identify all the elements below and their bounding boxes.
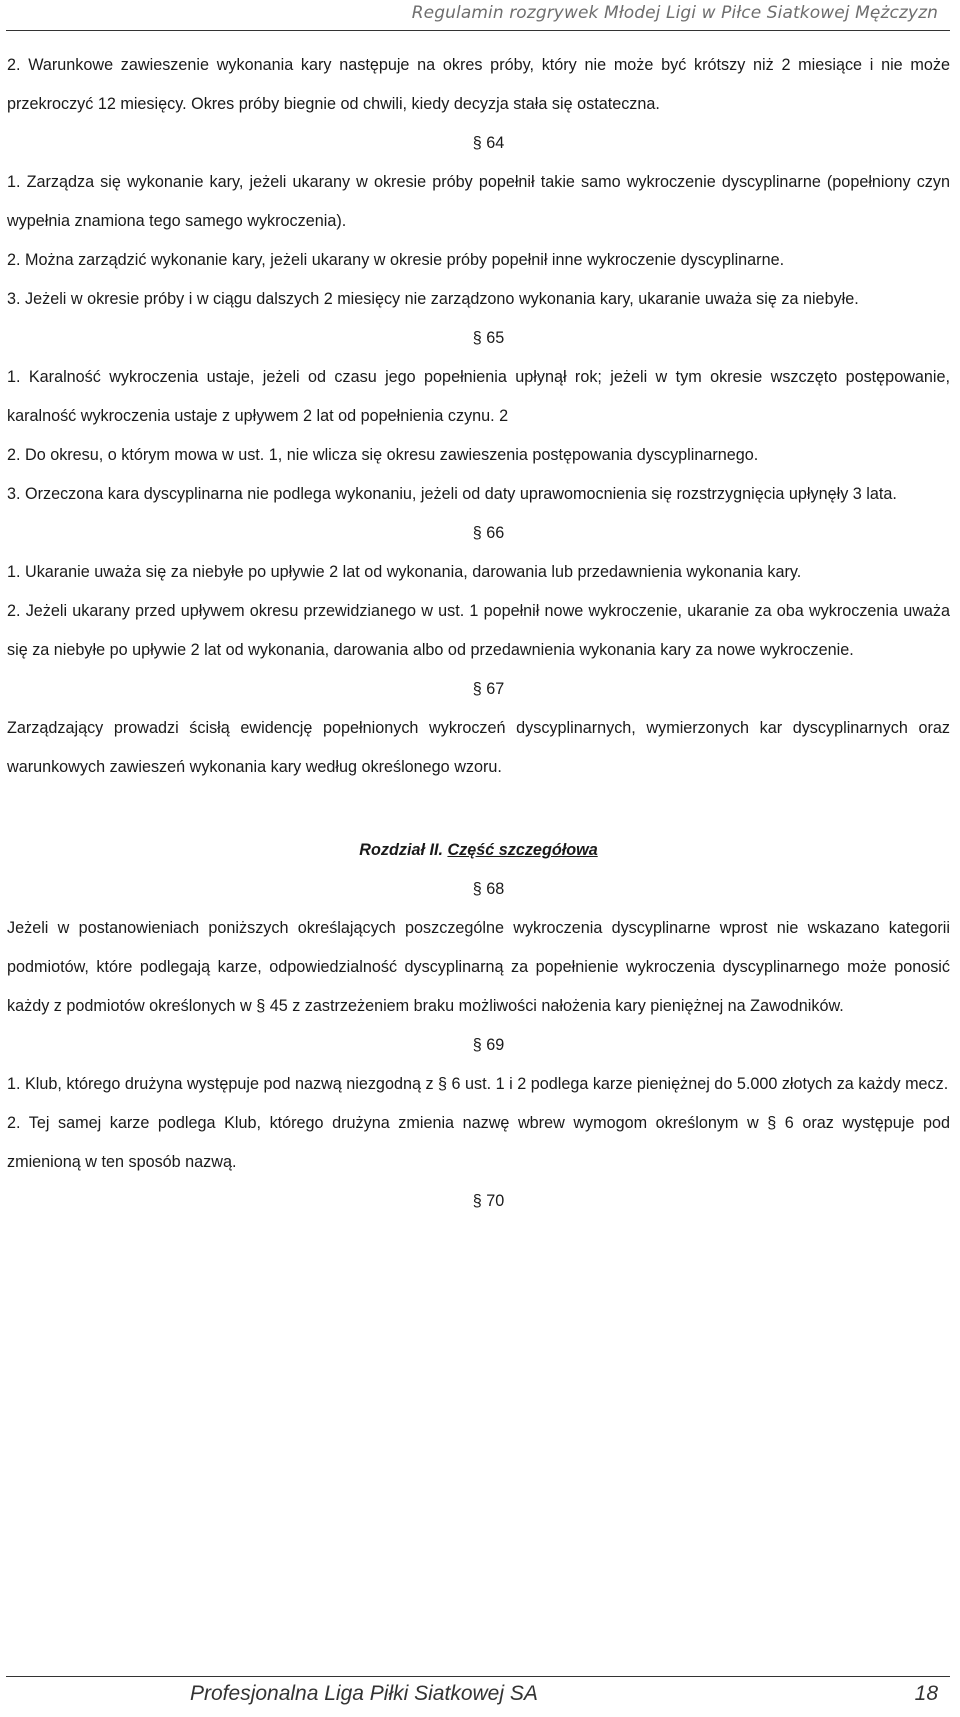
- page-number: 18: [914, 1682, 938, 1705]
- paragraph: 2. Do okresu, o którym mowa w ust. 1, nie wlicza się okresu zawieszenia postępowania dyscyplinarnego.: [7, 446, 759, 464]
- footer-divider-right: [374, 1676, 950, 1677]
- paragraph: Jeżeli w postanowieniach poniższych określających poszczególne wykroczenia dyscyplinarne wprost nie wskazano kategorii podmiotów, które podlegają karze, odpowiedzialność dyscyplinarną za popełnienie wykroczenia dyscyplinarnego może ponosić każdy z podmiotów określonych w § 45 z zastrzeżeniem braku możliwości nałożenia kary pieniężnej na Zawodników.: [7, 919, 950, 1015]
- paragraph: 2. Tej samej karze podlega Klub, którego drużyna zmienia nazwę wbrew wymogom określonym w § 6 oraz występuje pod zmienioną w ten sposób nazwą.: [7, 1114, 950, 1171]
- paragraph: 2. Jeżeli ukarany przed upływem okresu przewidzianego w ust. 1 popełnił nowe wykroczenie, ukaranie za oba wykroczenia uważa się za niebyłe po upływie 2 lat od wykonania, darowania albo od przedawnienia wykonania kary za nowe wykroczenie.: [7, 602, 950, 659]
- section-number: § 69: [472, 1036, 505, 1054]
- chapter-heading: [7, 831, 950, 870]
- section-number: § 66: [472, 524, 505, 542]
- footer-organization: Profesjonalna Liga Piłki Siatkowej SA: [190, 1682, 538, 1705]
- paragraph: 3. Orzeczona kara dyscyplinarna nie podlega wykonaniu, jeżeli od daty uprawomocnienia się rozstrzygnięcia upłynęły 3 lata.: [7, 485, 897, 503]
- section-number: § 65: [472, 329, 505, 347]
- paragraph: 2. Warunkowe zawieszenie wykonania kary następuje na okres próby, który nie może być krótszy niż 2 miesiące i nie może przekroczyć 12 miesięcy. Okres próby biegnie od chwili, kiedy decyzja stała się ostateczna.: [7, 56, 950, 113]
- paragraph: 1. Zarządza się wykonanie kary, jeżeli ukarany w okresie próby popełnił takie samo wykroczenie dyscyplinarne (popełniony czyn wypełnia znamiona tego samego wykroczenia).: [7, 173, 950, 230]
- paragraph: 3. Jeżeli w okresie próby i w ciągu dalszych 2 miesięcy nie zarządzono wykonania kary, ukaranie uważa się za niebyłe.: [7, 290, 859, 308]
- paragraph: 1. Ukaranie uważa się za niebyłe po upływie 2 lat od wykonania, darowania lub przedawnienia wykonania kary.: [7, 563, 802, 581]
- document-body: [7, 46, 950, 1221]
- section-number: § 67: [472, 680, 505, 698]
- chapter-title: Część szczegółowa: [447, 841, 598, 859]
- paragraph: Zarządzający prowadzi ścisłą ewidencję popełnionych wykroczeń dyscyplinarnych, wymierzonych kar dyscyplinarnych oraz warunkowych zawieszeń wykonania kary według określonego wzoru.: [7, 719, 950, 776]
- header-divider: [6, 30, 950, 31]
- paragraph: 1. Karalność wykroczenia ustaje, jeżeli od czasu jego popełnienia upłynął rok; jeżeli w tym okresie wszczęto postępowanie, karalność wykroczenia ustaje z upływem 2 lat od popełnienia czynu. 2: [7, 368, 950, 425]
- running-header: Regulamin rozgrywek Młodej Ligi w Piłce Siatkowej Mężczyzn: [411, 3, 938, 23]
- chapter-number: Rozdział II.: [359, 841, 443, 859]
- section-number: § 68: [472, 880, 505, 898]
- section-number: § 64: [472, 134, 505, 152]
- paragraph: 2. Można zarządzić wykonanie kary, jeżeli ukarany w okresie próby popełnił inne wykroczenie dyscyplinarne.: [7, 251, 785, 269]
- footer-divider-left: [6, 1676, 374, 1677]
- paragraph: 1. Klub, którego drużyna występuje pod nazwą niezgodną z § 6 ust. 1 i 2 podlega karze pieniężnej do 5.000 złotych za każdy mecz.: [7, 1075, 949, 1093]
- section-number: § 70: [472, 1192, 505, 1210]
